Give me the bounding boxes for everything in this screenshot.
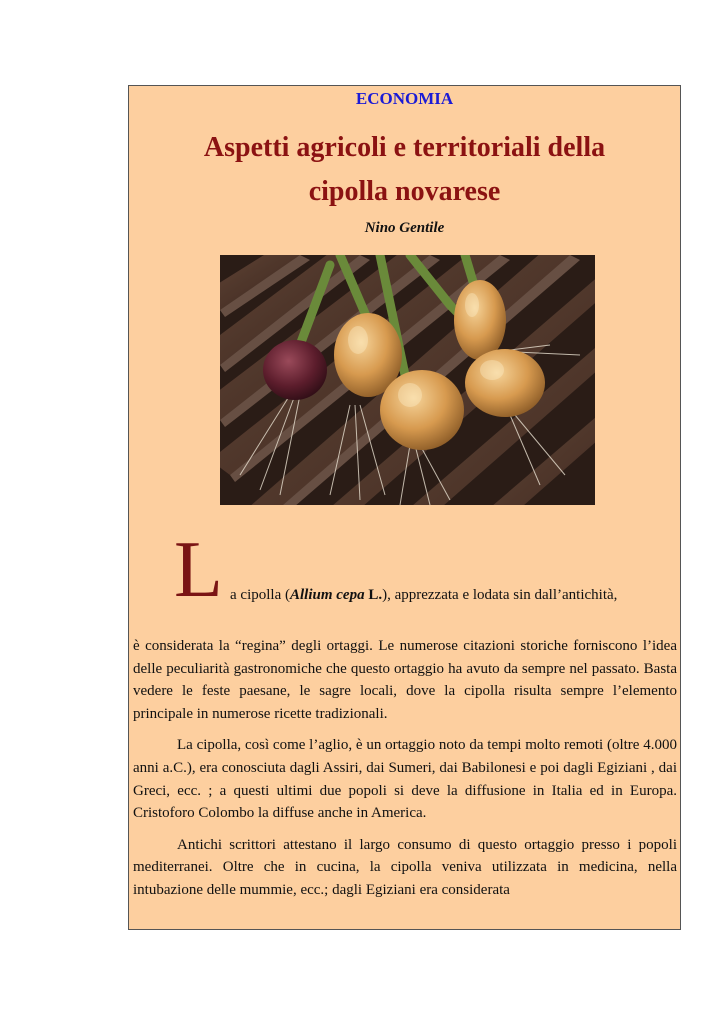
article-title bbox=[129, 126, 680, 214]
title-line-1: Aspetti agricoli e territoriali della bbox=[203, 132, 606, 163]
paragraph-2: La cipolla, così come l’aglio, è un ortaggio noto da tempi molto remoti (oltre 4.000 anni a.C.), era conosciuta dagli Assiri, dai Sumeri, dai Babilonesi e poi dagli Egiziani , dai Greci, ecc. ; a questi ultimi due popoli si deve la diffusione in Italia ed in Europa. Cristoforo Colombo la diffuse anche in America. bbox=[133, 737, 677, 822]
paragraph-3: Antichi scrittori attestano il largo consumo di questo ortaggio presso i popoli mediterranei. Oltre che in cucina, la cipolla veniva utilizzata in medicina, nella intubazione delle mummie, ecc.; dagli Egiziani era considerata bbox=[133, 836, 677, 898]
title-line-2: cipolla novarese bbox=[308, 176, 501, 207]
species-name: Allium cepa bbox=[289, 587, 365, 603]
paragraph-1: è considerata la “regina” degli ortaggi. Le numerose citazioni storiche forniscono l’idea delle peculiarità gastronomiche che questo ortaggio ha avuto da sempre nel passato. Basta vedere le feste paesane, le sagre locali, dove la cipolla risulta sempre l’elemento principale in numerose ricette tradizionali. bbox=[133, 638, 677, 722]
lead-text-post: ), apprezzata e lodata sin dall’antichità, bbox=[382, 587, 618, 603]
lead-text-pre: a cipolla ( bbox=[230, 587, 290, 603]
species-authority: L. bbox=[364, 587, 383, 603]
section-heading: ECONOMIA bbox=[355, 89, 454, 108]
dropcap-letter: L bbox=[174, 526, 223, 614]
onions-photo bbox=[220, 255, 595, 505]
lead-line bbox=[230, 587, 617, 604]
article-author: Nino Gentile bbox=[364, 220, 445, 236]
article-frame bbox=[128, 85, 681, 930]
article-body bbox=[133, 635, 677, 911]
